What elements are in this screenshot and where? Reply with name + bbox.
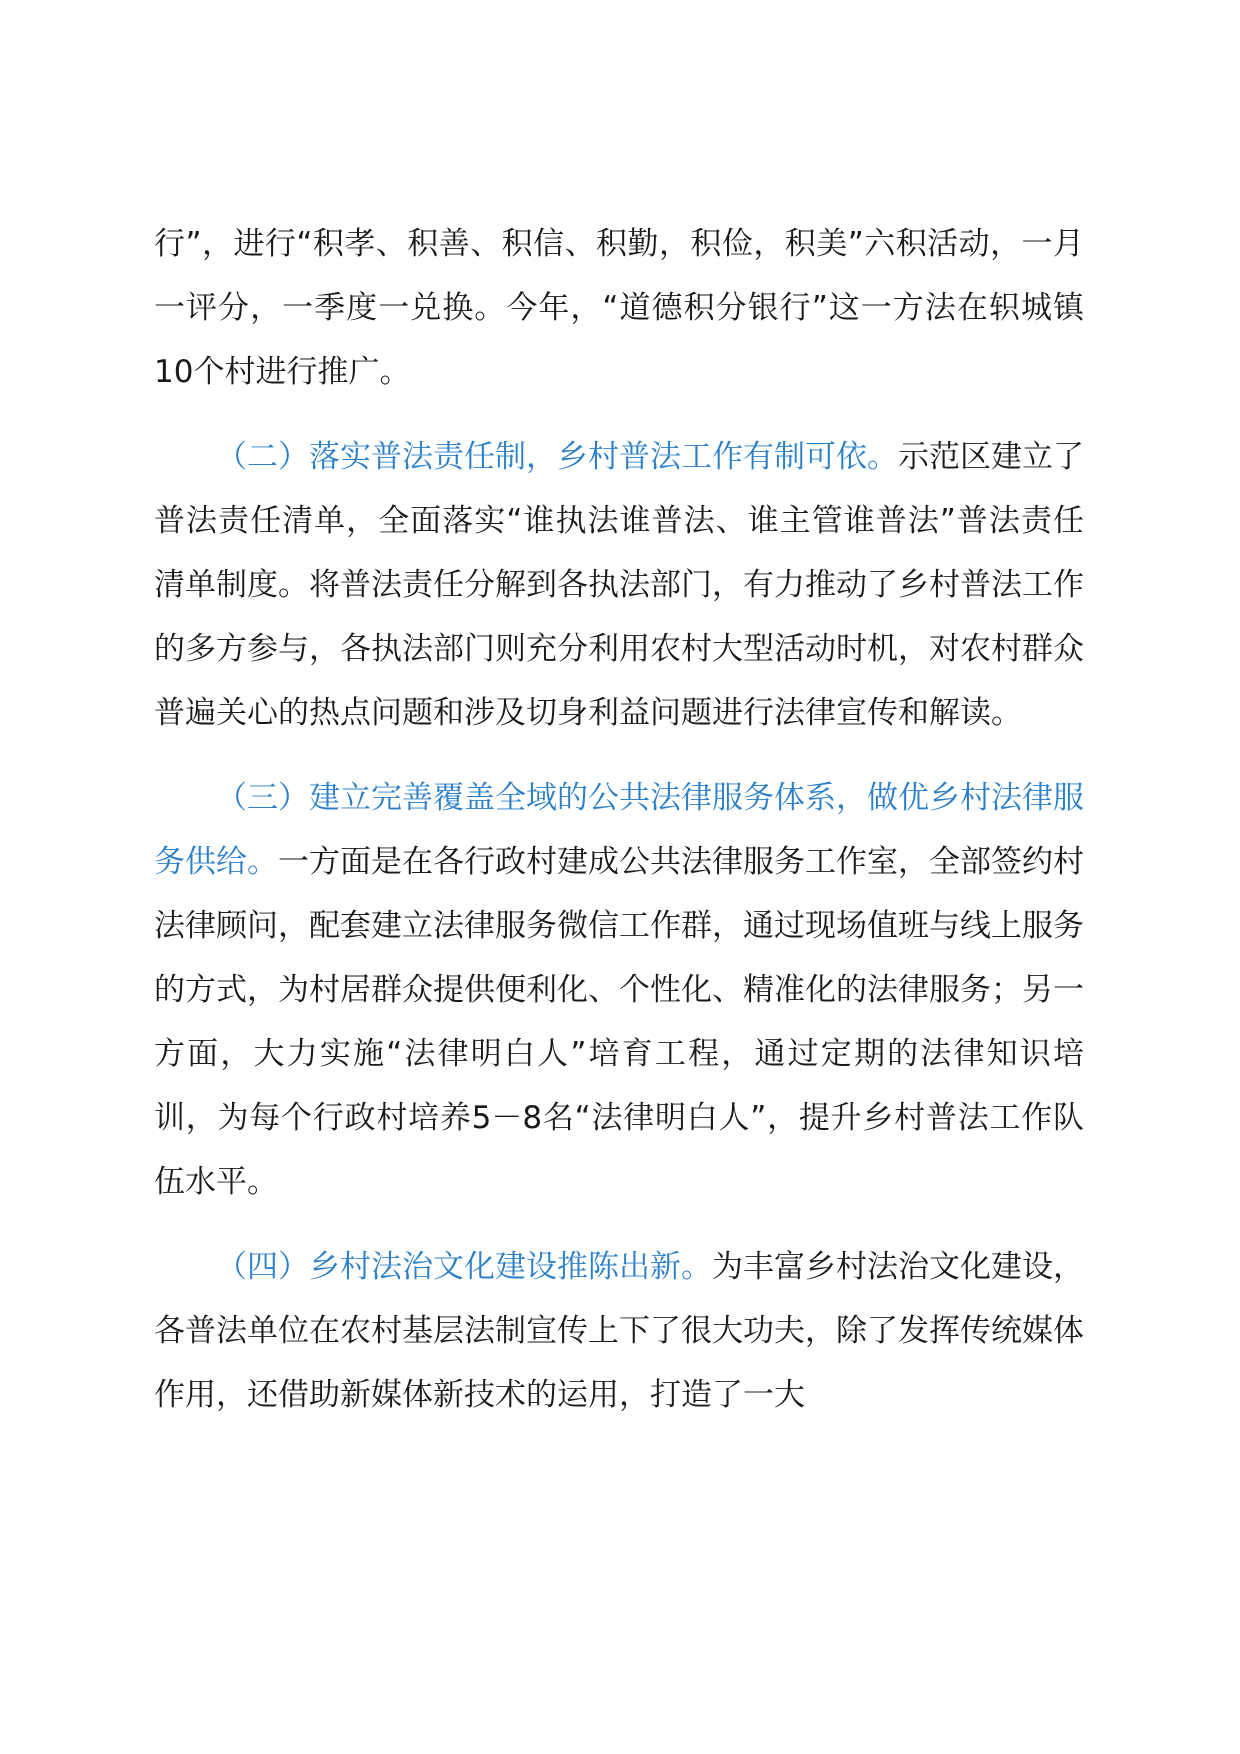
paragraph-body: 示范区建立了普法责任清单，全面落实“谁执法谁普法、谁主管谁普法”普法责任清单制度。将普法责任分解到各执法部门，有力推动了乡村普法工作的多方参与，各执法部门则充分利用农村大型活动时机，对农村群众普遍关心的热点问题和涉及切身利益问题进行法律宣传和解读。 bbox=[154, 439, 1084, 731]
paragraph-body: 行”，进行“积孝、积善、积信、积勤，积俭，积美”六积活动，一月一评分，一季度一兑换。今年，“道德积分银行”这一方法在轵城镇10个村进行推广。 bbox=[154, 226, 1084, 390]
paragraph-section-3 bbox=[154, 766, 1084, 1214]
paragraph-continuation bbox=[154, 212, 1084, 404]
paragraph-section-4 bbox=[154, 1235, 1084, 1427]
paragraph-body: 为丰富乡村法治文化建设，各普法单位在农村基层法制宣传上下了很大功夫，除了发挥传统媒体作用，还借助新媒体新技术的运用，打造了一大 bbox=[154, 1249, 1084, 1413]
section-heading: （二）落实普法责任制，乡村普法工作有制可依。 bbox=[216, 439, 898, 475]
section-heading: （三）建立完善覆盖全域的公共法律服务体系，做优乡村法律服务供给。 bbox=[154, 780, 1084, 880]
section-heading: （四）乡村法治文化建设推陈出新。 bbox=[216, 1249, 712, 1285]
paragraph-body: 一方面是在各行政村建成公共法律服务工作室，全部签约村法律顾问，配套建立法律服务微信工作群，通过现场值班与线上服务的方式，为村居群众提供便利化、个性化、精准化的法律服务；另一方面，大力实施“法律明白人”培育工程，通过定期的法律知识培训，为每个行政村培养5－8名“法律明白人”，提升乡村普法工作队伍水平。 bbox=[154, 844, 1084, 1200]
document-body bbox=[154, 212, 1084, 1448]
paragraph-section-2 bbox=[154, 425, 1084, 745]
